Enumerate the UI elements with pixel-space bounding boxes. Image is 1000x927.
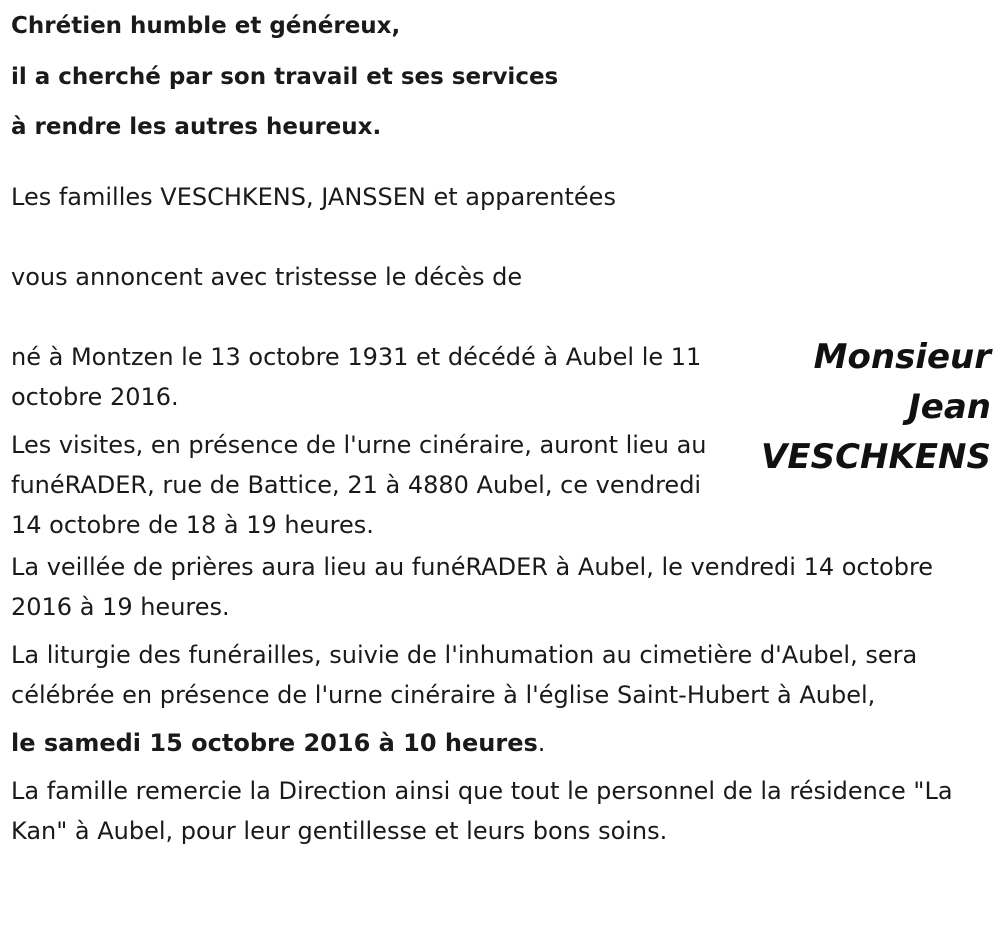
ceremony-date-line [11,723,991,763]
liturgy-paragraph: La liturgie des funérailles, suivie de l'inhumation au cimetière d'Aubel, sera célébrée en présence de l'urne cinéraire à l'église Saint-Hubert à Aubel, [11,640,918,709]
deceased-last-name: VESCHKENS [761,436,991,477]
birth-death-paragraph: né à Montzen le 13 octobre 1931 et décédé à Aubel le 11 octobre 2016. [11,342,702,411]
ceremony-period: . [537,728,546,757]
announcement-line: vous annoncent avec tristesse le décès de [11,262,523,291]
visits-paragraph: Les visites, en présence de l'urne cinéraire, auront lieu au funéRADER, rue de Battice, 21 à 4880 Aubel, ce vendredi 14 octobre de 18 à 19 heures. [11,430,707,539]
vigil-paragraph: La veillée de prières aura lieu au funéRADER à Aubel, le vendredi 14 octobre 2016 à 19 heures. [11,552,934,621]
deceased-title: Monsieur [813,336,991,377]
verse-line-1: Chrétien humble et généreux, [11,13,401,39]
ceremony-details [11,547,991,851]
details-left-column [11,337,736,545]
verse-line-2: il a cherché par son travail et ses services [11,63,559,90]
verse-line-3: à rendre les autres heureux. [11,114,382,140]
thanks-paragraph: La famille remercie la Direction ainsi que tout le personnel de la résidence "La Kan" à Aubel, pour leur gentillesse et leurs bons soins. [11,776,953,845]
deceased-first-name: Jean [908,386,991,427]
obituary-notice [11,0,991,851]
ceremony-datetime: le samedi 15 octobre 2016 à 10 heures [11,728,538,757]
opening-verse [11,1,991,153]
families-line: Les familles VESCHKENS, JANSSEN et apparentées [11,182,616,211]
deceased-name [761,332,991,482]
details-block [11,337,991,547]
